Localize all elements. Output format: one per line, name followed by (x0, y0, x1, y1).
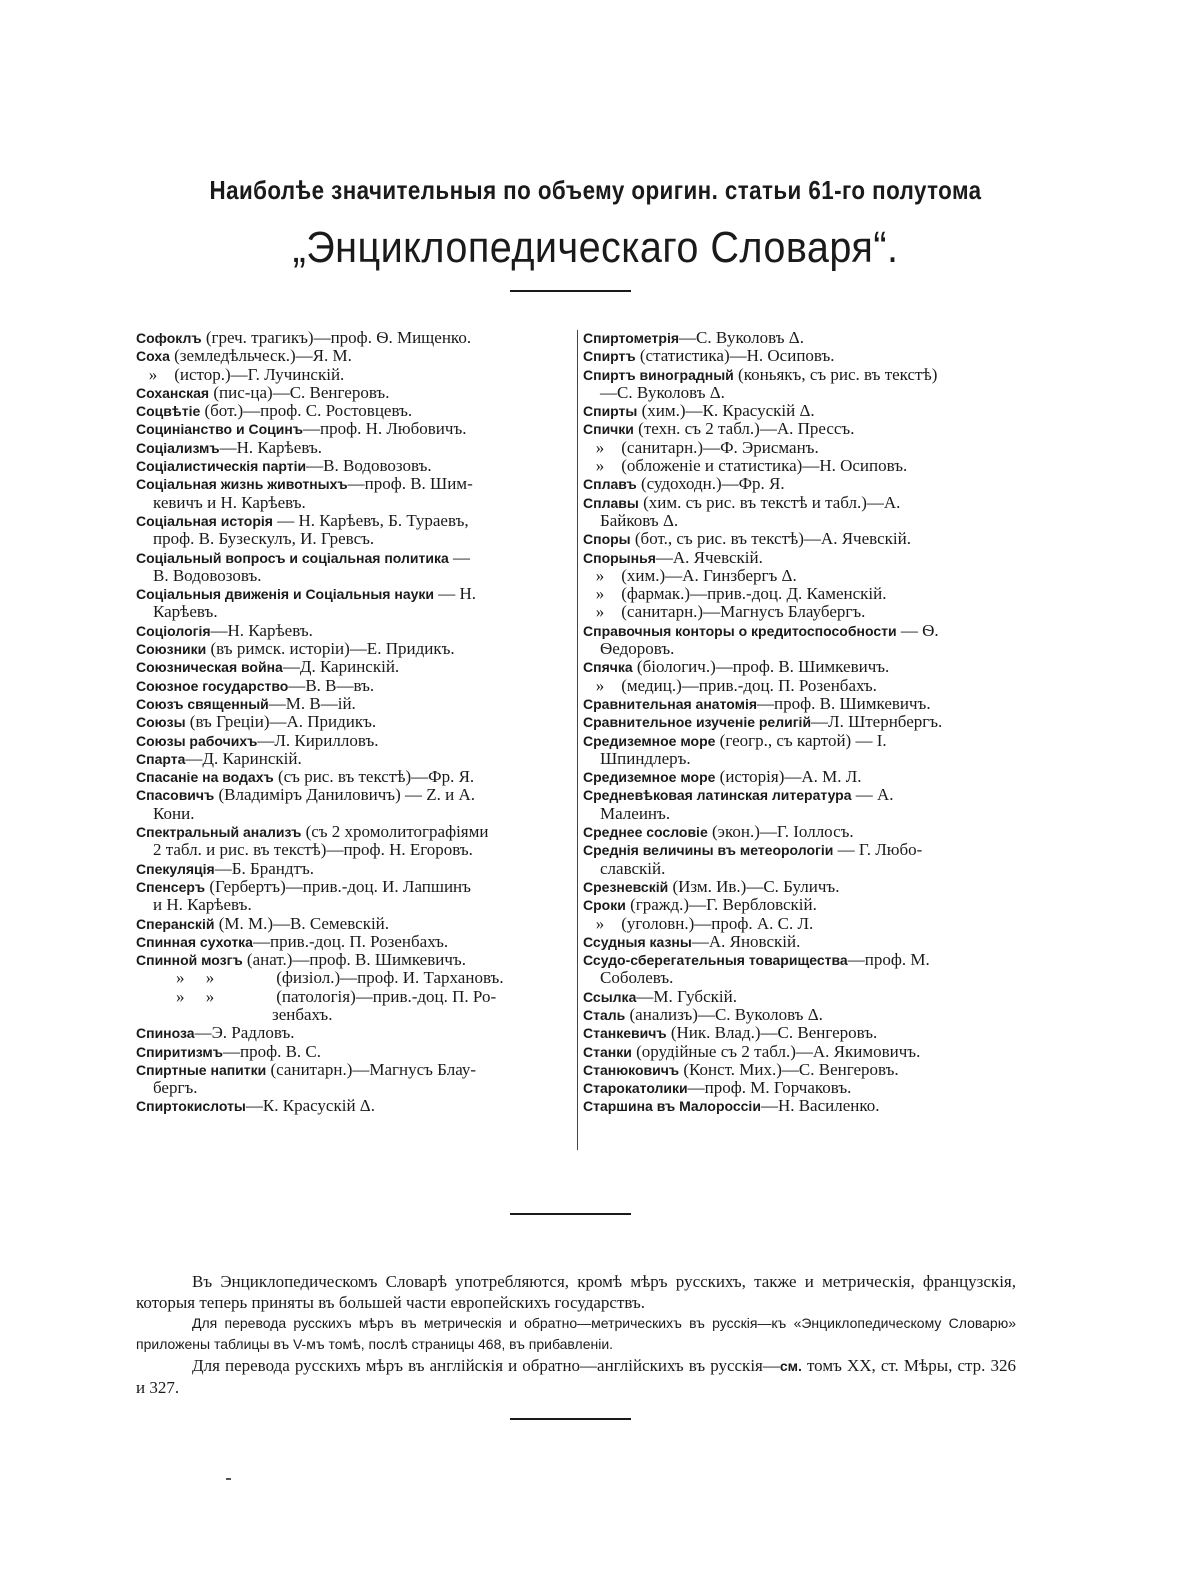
entry-author: —Д. Каринскій. (282, 657, 400, 677)
entry-author: (исторія)—А. М. Л. (715, 767, 862, 787)
article-entry (583, 713, 1009, 731)
entry-author: — А. (851, 785, 894, 805)
entry-author: (пис-ца)—С. Венгеровъ. (209, 382, 390, 402)
entry-author: (въ Греціи)—А. Придикъ. (185, 712, 377, 732)
article-entry (583, 622, 1009, 640)
article-entry (136, 1043, 572, 1061)
entry-author: (съ рис. въ текстѣ)—Фр. Я. (273, 767, 475, 787)
article-entry (136, 329, 572, 347)
article-entry (583, 951, 1009, 969)
entry-headword: Сперанскій (136, 915, 215, 932)
entry-headword: Спирты (583, 403, 638, 420)
entry-headword: Соціальныя движенія и Соціальныя науки (136, 586, 434, 603)
right-column (583, 329, 1009, 1116)
entry-author: (обложеніе и статистика)—Н. Осиповъ. (617, 456, 908, 476)
entry-headword: Спинной мозгъ (136, 952, 243, 969)
entry-headword: Союзъ священный (136, 695, 269, 712)
middle-divider (510, 1213, 631, 1215)
entry-author: —проф. М. Горчаковъ. (687, 1078, 852, 1098)
entry-headword: Старшина въ Малороссіи (583, 1098, 761, 1115)
article-entry (583, 786, 1009, 804)
article-entry (136, 786, 572, 804)
article-entry (583, 347, 1009, 365)
entry-author: —Н. Василенко. (760, 1096, 880, 1116)
article-entry (136, 768, 572, 786)
article-entry (583, 1006, 1009, 1024)
entry-headword: Спиртные напитки (136, 1061, 267, 1078)
entry-continuation: —С. Вуколовъ Δ. (600, 382, 725, 402)
article-entry (583, 1097, 1009, 1115)
article-entry (583, 677, 1009, 695)
article-entry (136, 823, 572, 841)
article-entry (136, 347, 572, 365)
entry-author: (Владиміръ Даниловичъ) — Z. и А. (214, 785, 476, 805)
entry-headword: Справочныя конторы о кредитоспособности (583, 622, 897, 639)
ditto-mark: » (595, 675, 605, 695)
entry-continuation: Соболевъ. (600, 968, 674, 988)
entry-continuation: бергъ. (153, 1078, 198, 1098)
entry-headword: Спектральный анализъ (136, 824, 302, 841)
article-entry (583, 1024, 1009, 1042)
entry-author: (орудійные съ 2 табл.)—А. Якимовичъ. (631, 1041, 921, 1061)
footnote-paragraph-2: Для перевода русскихъ мѣръ въ метрическія и обратно—метрическихъ въ русскія—къ «Энциклопедическому Словарю» приложены таблицы въ V-мъ томѣ, послѣ страницы 468, въ прибавленіи. (136, 1315, 1016, 1352)
entry-author: (съ 2 хромолитографіями (301, 822, 489, 842)
entry-headword: Софоклъ (136, 330, 202, 346)
entry-headword: Ссылка (583, 988, 637, 1005)
entry-headword: Соціальная исторія (136, 512, 273, 529)
article-entry (136, 622, 572, 640)
entry-author: (коньякъ, съ рис. въ текстѣ) (733, 364, 938, 384)
entry-author: (санитарн.)—Магнусъ Блаубергъ. (617, 602, 866, 622)
footnote-paragraph-3 (136, 1355, 1016, 1398)
article-entry (583, 658, 1009, 676)
entry-author: (техн. съ 2 табл.)—А. Прессъ. (633, 419, 855, 439)
ditto-mark: » (595, 584, 605, 604)
entry-headword: Старокатолики (583, 1080, 688, 1097)
entry-author: (физіол.)—проф. И. Тархановъ. (272, 968, 504, 988)
article-entry (136, 1097, 572, 1115)
entry-author: —В. Водовозовъ. (306, 456, 432, 476)
entry-headword: Союзники (136, 641, 207, 658)
article-entry (583, 603, 1009, 621)
entry-headword: Ссудныя казны (583, 933, 692, 950)
entry-continuation: 2 табл. и рис. въ текстѣ)—проф. Н. Егоровъ. (153, 840, 473, 860)
entry-author: (біологич.)—проф. В. Шимкевичъ. (632, 657, 890, 677)
entry-author: (патологія)—прив.-доц. П. Ро- (272, 986, 497, 1006)
entry-headword: Социніанство и Социнъ (136, 421, 304, 438)
article-entry (136, 549, 572, 567)
ditto-mark: » (148, 364, 158, 384)
article-entry (583, 366, 1009, 384)
entry-headword: Станки (583, 1043, 632, 1060)
entry-headword: Спячка (583, 659, 633, 676)
entry-headword: Споры (583, 531, 631, 548)
entry-author: —М. В—ій. (268, 693, 356, 713)
footnote-p3-see: см. (779, 1358, 802, 1374)
entry-headword: Спенсеръ (136, 878, 206, 895)
article-entry (136, 933, 572, 951)
entry-author: (хим.)—А. Гинзбергъ Δ. (617, 565, 797, 585)
article-entry (583, 1079, 1009, 1097)
article-entry (136, 1006, 572, 1024)
article-entry (136, 732, 572, 750)
bottom-divider (510, 1418, 631, 1420)
entry-headword: Сравнительное изученіе религій (583, 714, 812, 731)
entry-author: —А. Яновскій. (691, 931, 801, 951)
entry-continuation: кевичъ и Н. Карѣевъ. (153, 492, 306, 512)
entry-headword: Спасовичъ (136, 787, 215, 804)
entry-author: (уголовн.)—проф. А. С. Л. (617, 913, 814, 933)
entry-author: (хим. съ рис. въ текстѣ и табл.)—А. (638, 492, 901, 512)
article-entry (136, 475, 572, 493)
entry-continuation: славскій. (600, 858, 666, 878)
footnote (136, 1271, 1016, 1398)
article-entry (136, 860, 572, 878)
entry-author: (статистика)—Н. Осиповъ. (635, 346, 835, 366)
entry-headword: Срезневскій (583, 878, 669, 895)
entry-headword: Спиртъ виноградный (583, 366, 734, 383)
entry-author: (хим.)—К. Красускій Δ. (637, 401, 815, 421)
entry-headword: Спиртъ (583, 348, 636, 365)
ditto-mark: » (595, 565, 605, 585)
entry-author: (анализъ)—С. Вуколовъ Δ. (625, 1004, 823, 1024)
entry-headword: Спички (583, 421, 634, 438)
entry-author: (М. М.)—В. Семевскій. (214, 913, 390, 933)
entry-continuation: Ѳедоровъ. (600, 639, 675, 659)
entry-author: (Гербертъ)—прив.-доц. И. Лапшинъ (205, 876, 471, 896)
entry-headword: Сталь (583, 1006, 626, 1023)
entry-headword: Спиритизмъ (136, 1043, 223, 1060)
article-entry (136, 420, 572, 438)
article-entry (583, 530, 1009, 548)
entry-author: (анат.)—проф. В. Шимкевичъ. (242, 950, 466, 970)
entry-continuation: проф. В. Бузескулъ, И. Гревсъ. (153, 529, 375, 549)
footnote-paragraph-1: Въ Энциклопедическомъ Словарѣ употребляются, кромѣ мѣръ русскихъ, также и метрическія, французскія, которыя теперь приняты въ большей части европейскихъ государствъ. (136, 1272, 1016, 1312)
entry-author: —В. В—въ. (288, 675, 375, 695)
entry-headword: Спекуляція (136, 860, 215, 877)
entry-headword: Ссудо-сберегательныя товарищества (583, 952, 848, 969)
entry-headword: Средиземное море (583, 732, 716, 749)
article-entry (136, 878, 572, 896)
entry-headword: Среднее сословіе (583, 824, 708, 841)
ditto-mark: » (595, 602, 605, 622)
entry-author: (экон.)—Г. Іоллосъ. (707, 822, 854, 842)
entry-headword: Союзы рабочихъ (136, 732, 258, 749)
entry-headword: Сравнительная анатомія (583, 695, 758, 712)
entry-headword: Соціологія (136, 622, 211, 639)
entry-headword: Спиртометрія (583, 330, 680, 346)
article-entry (583, 494, 1009, 512)
entry-author: (Конст. Мих.)—С. Венгеровъ. (679, 1059, 899, 1079)
entry-author: (геогр., съ картой) — І. (715, 730, 887, 750)
article-entry (136, 951, 572, 969)
article-entry (136, 713, 572, 731)
entry-author: (греч. трагикъ)—проф. Ѳ. Мищенко. (201, 328, 472, 347)
article-entry (136, 640, 572, 658)
entry-headword: Союзы (136, 714, 186, 731)
entry-author: (истор.)—Г. Лучинскій. (170, 364, 345, 384)
ditto-mark: » » (176, 968, 215, 988)
article-entry (136, 1061, 572, 1079)
article-entry (136, 384, 572, 402)
article-entry (583, 567, 1009, 585)
article-entry (583, 988, 1009, 1006)
entry-headword: Соцвѣтіе (136, 403, 201, 420)
entry-headword: Спинная сухотка (136, 933, 253, 950)
article-entry (136, 1024, 572, 1042)
entry-headword: Соціалистическія партіи (136, 458, 307, 475)
entry-continuation: и Н. Карѣевъ. (153, 895, 252, 915)
entry-author: (санитарн.)—Магнусъ Блау- (266, 1059, 477, 1079)
article-entry (583, 439, 1009, 457)
entry-continuation: Шпиндлеръ. (600, 748, 691, 768)
article-entry (583, 1043, 1009, 1061)
entry-author: (медиц.)—прив.-доц. П. Розенбахъ. (617, 675, 877, 695)
entry-headword: Союзническая война (136, 659, 283, 676)
entry-author: —проф. М. (847, 950, 930, 970)
article-entry (583, 915, 1009, 933)
entry-continuation: Карѣевъ. (153, 602, 218, 622)
article-entry (583, 933, 1009, 951)
article-entry (136, 585, 572, 603)
entry-author: — Н. (434, 584, 477, 604)
article-entry (583, 768, 1009, 786)
entry-continuation: Кони. (153, 803, 195, 823)
article-entry (583, 475, 1009, 493)
ditto-mark: » (595, 913, 605, 933)
ditto-mark: » (595, 437, 605, 457)
entry-author: —К. Красускій Δ. (245, 1096, 375, 1116)
entry-author: —проф. Н. Любовичъ. (303, 419, 467, 439)
entry-headword: Соханская (136, 384, 210, 401)
entry-continuation: зенбахъ. (272, 1004, 333, 1024)
article-entry (136, 988, 572, 1006)
entry-headword: Станюковичъ (583, 1061, 680, 1078)
article-entry (583, 841, 1009, 859)
entry-author: (санитарн.)—Ф. Эрисманъ. (617, 437, 819, 457)
article-entry (583, 549, 1009, 567)
entry-author: —А. Ячевскій. (655, 547, 763, 567)
entry-author: —проф. В. С. (222, 1041, 322, 1061)
article-entry (136, 695, 572, 713)
entry-headword: Союзное государство (136, 677, 289, 694)
footnote-p3-text: Для перевода русскихъ мѣръ въ англійскія и обратно—англійскихъ въ русскія— (192, 1356, 780, 1375)
entry-author: (бот.)—проф. С. Ростовцевъ. (200, 401, 413, 421)
article-entry (136, 366, 572, 384)
entry-headword: Среднія величины въ метеорологіи (583, 842, 834, 859)
article-entry (583, 1061, 1009, 1079)
article-entry (583, 695, 1009, 713)
entry-headword: Спасаніе на водахъ (136, 769, 274, 786)
entry-headword: Сроки (583, 897, 626, 914)
entry-author: —проф. В. Шим- (347, 474, 473, 494)
entry-headword: Сплавъ (583, 476, 637, 493)
ditto-mark: » » (176, 986, 215, 1006)
entry-author: —С. Вуколовъ Δ. (679, 328, 804, 347)
entry-author: (фармак.)—прив.-доц. Д. Каменскій. (617, 584, 887, 604)
entry-author: —Д. Каринскій. (185, 748, 302, 768)
entry-author: — Ѳ. (896, 620, 939, 640)
entry-author: —Э. Радловъ. (194, 1023, 295, 1043)
page-title-line1: Наиболѣе значительныя по объему оригин. статьи 61-го полутома (209, 175, 982, 205)
entry-author: —Л. Штернбергъ. (811, 712, 943, 732)
entry-headword: Соха (136, 348, 170, 365)
entry-headword: Сплавы (583, 494, 639, 511)
entry-headword: Спарта (136, 750, 186, 767)
article-entry (583, 896, 1009, 914)
article-entry (136, 969, 572, 987)
entry-author: — (448, 547, 470, 567)
entry-headword: Станкевичъ (583, 1025, 667, 1042)
entry-author: — Н. Карѣевъ, Б. Тураевъ, (272, 510, 469, 530)
entry-author: —Н. Карѣевъ. (210, 620, 313, 640)
article-entry (136, 677, 572, 695)
article-entry (583, 823, 1009, 841)
entry-author: —проф. В. Шимкевичъ. (757, 693, 931, 713)
footnote-p3-ref: томъ XX, ст. Мѣры, стр. 326 и 327. (136, 1356, 1016, 1397)
article-entry (583, 457, 1009, 475)
entry-author: —Б. Брандтъ. (214, 858, 314, 878)
entry-author: —М. Губскій. (636, 986, 737, 1006)
entry-headword: Средневѣковая латинская литература (583, 787, 852, 804)
page-title-line2: „Энциклопедическаго Словаря“. (292, 223, 899, 272)
article-entry (136, 750, 572, 768)
article-entry (136, 439, 572, 457)
article-entry (136, 512, 572, 530)
entry-headword: Соціальный вопросъ и соціальная политика (136, 549, 449, 566)
page-speck (226, 1478, 231, 1480)
article-entry (136, 402, 572, 420)
entry-author: (Ник. Влад.)—С. Венгеровъ. (666, 1023, 878, 1043)
entry-author: (земледѣльческ.)—Я. М. (169, 346, 352, 366)
article-entry (583, 329, 1009, 347)
entry-headword: Соціальная жизнь животныхъ (136, 476, 348, 493)
entry-headword: Спиноза (136, 1025, 195, 1042)
left-column (136, 329, 572, 1116)
article-entry (583, 585, 1009, 603)
entry-headword: Соціализмъ (136, 439, 220, 456)
article-entry (583, 420, 1009, 438)
top-divider (510, 290, 631, 292)
entry-author: (гражд.)—Г. Вербловскій. (625, 895, 817, 915)
entry-headword: Спиртокислоты (136, 1098, 246, 1115)
entry-headword: Средиземное море (583, 769, 716, 786)
entry-author: (бот., съ рис. въ текстѣ)—А. Ячевскій. (630, 529, 911, 549)
article-entry (583, 878, 1009, 896)
article-entry (136, 457, 572, 475)
entry-headword: Спорынья (583, 549, 656, 566)
entry-continuation: Малеинъ. (600, 803, 671, 823)
entry-author: (въ римск. исторіи)—Е. Придикъ. (206, 639, 455, 659)
column-divider (577, 330, 578, 1150)
article-entry (583, 732, 1009, 750)
entry-author: — Г. Любо- (833, 840, 923, 860)
entry-author: —прив.-доц. П. Розенбахъ. (252, 931, 449, 951)
entry-author: —Л. Кирилловъ. (257, 730, 379, 750)
ditto-mark: » (595, 456, 605, 476)
article-entry (136, 658, 572, 676)
entry-continuation: Байковъ Δ. (600, 510, 679, 530)
entry-author: —Н. Карѣевъ. (219, 437, 322, 457)
entry-continuation: В. Водовозовъ. (153, 565, 262, 585)
article-entry (136, 915, 572, 933)
entry-author: (судоходн.)—Фр. Я. (636, 474, 785, 494)
entry-author: (Изм. Ив.)—С. Буличъ. (668, 876, 840, 896)
article-entry (583, 402, 1009, 420)
